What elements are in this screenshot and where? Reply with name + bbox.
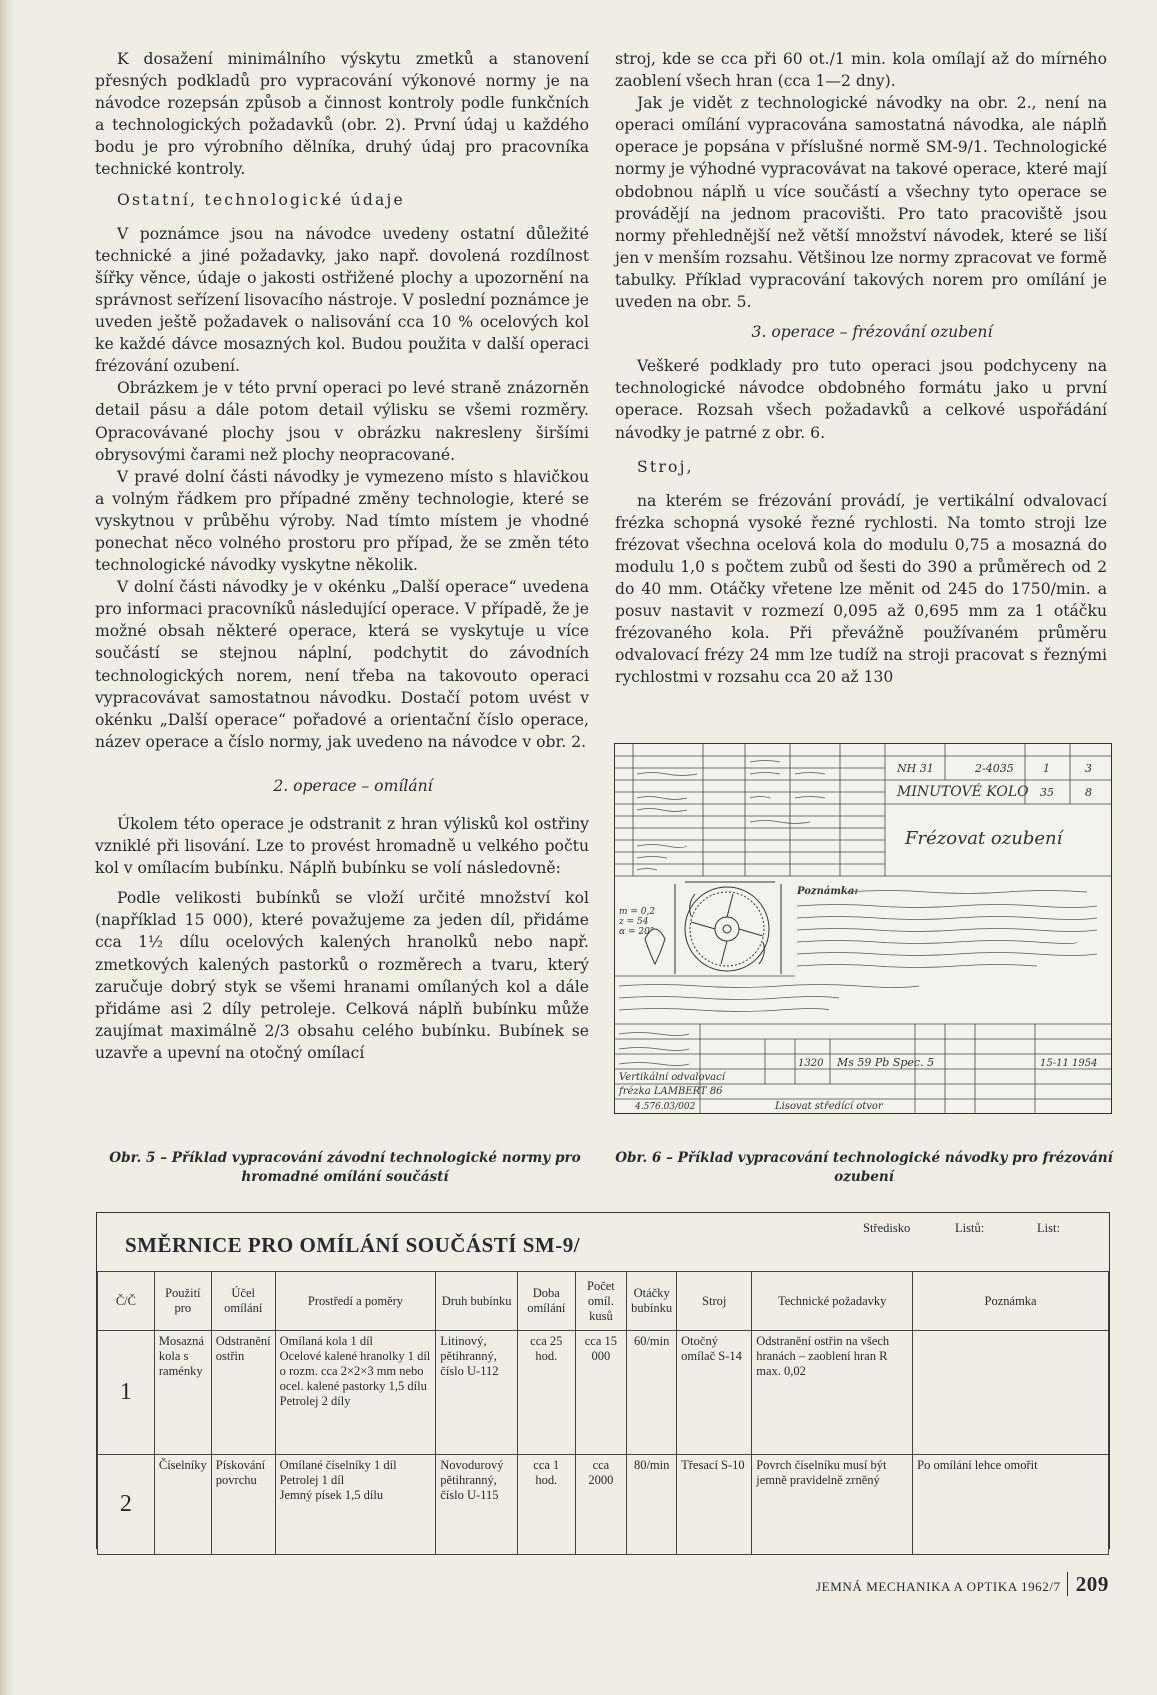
figure-5-norm-table — [96, 1212, 1110, 1549]
page-edge-shadow — [0, 0, 14, 1695]
paragraph: V dolní části návodky je v okénku „Další operace“ uvedena pro informaci pracovníků následující operace. V případě, že je možné obsah některé operace, která se vyskytuje u více součástí se stejnou náplní, podchytit do závodních technologických norem, není třeba na takovouto operaci vypracovávat samostatnou návodku. Dostačí potom uvést v okénku „Další operace“ pořadové a orientační číslo operace, název operace a číslo normy, jak uvedeno na návodce v obr. 2. — [95, 578, 589, 751]
header-otacky: Otáčky bubínku — [627, 1272, 677, 1331]
fig6-teeth: z = 54 — [619, 917, 649, 927]
fig6-code2: 2-4035 — [975, 762, 1014, 775]
meta-stredisko: Středisko — [863, 1221, 911, 1235]
right-column — [615, 48, 1107, 689]
cell-cc: 2 — [98, 1455, 155, 1555]
cell-pozadavky: Povrch číselníku musí být jemně pravidelně zrněný — [752, 1455, 913, 1555]
header-ucel: Účel omílání — [211, 1272, 275, 1331]
fig6-c2: Ms 59 Pb Spec. 5 — [837, 1056, 935, 1069]
cell-doba: cca 25 hod. — [517, 1331, 575, 1455]
section-heading: 2. operace – omílání — [273, 776, 433, 795]
header-stroj: Stroj — [677, 1272, 752, 1331]
cell-pouziti: Mosazná kola s raménky — [154, 1331, 211, 1455]
paragraph: stroj, kde se cca při 60 ot./1 min. kola omílají až do mírného zaoblení všech hran (cca 1—2 dny). — [615, 50, 1107, 91]
fig6-operation: Frézovat ozubení — [905, 828, 1063, 849]
cell-poznamka: Po omílání lehce omořit — [913, 1455, 1109, 1555]
fig6-code1: NH 31 — [897, 762, 934, 775]
paragraph: Podle velikosti bubínků se vloží určité množství kol (například 15 000), které považujeme za jeden díl, přidáme cca 1½ dílu ocelových kalených hranolků nebo např. zmetkových kalených pastorků o rozměrech a tvaru, který zaručuje dobrý styk se všemi hranami omílaných kol a dále přidáme asi 2 díly petroleje. Celková náplň bubínku může zaujímat maximálně 2/3 obsahu celého bubínku. Bubínek se uzavře a upevní na otočný omílací — [95, 889, 589, 1062]
meta-listu: Listů: — [955, 1221, 985, 1235]
table-row — [98, 1455, 1109, 1555]
figure-6-caption: Obr. 6 – Příklad vypracování technologické návodky pro frézování ozubení — [615, 1150, 1113, 1185]
header-prostredi: Prostředí a poměry — [275, 1272, 436, 1331]
header-pozadavky: Technické požadavky — [752, 1272, 913, 1331]
page-number: 209 — [1067, 1572, 1109, 1596]
cell-cc: 1 — [98, 1331, 155, 1455]
paragraph: Obrázkem je v této první operaci po levé straně znázorněn detail pásu a dále potom detail výlisku se všemi rozměry. Opracovávané plochy jsou v obrázku nakresleny širšími obrysovými čarami než plochy neopracované. — [95, 379, 589, 464]
section-heading: Stroj, — [637, 457, 694, 476]
section-heading: 3. operace – frézování ozubení — [751, 323, 993, 342]
fig6-module: m = 0,2 — [619, 907, 656, 917]
fig6-c1: Vertikální odvalovací — [619, 1072, 725, 1083]
header-cc: Č/Č — [98, 1272, 155, 1331]
cell-poznamka — [913, 1331, 1109, 1455]
cell-pouziti: Číselníky — [154, 1455, 211, 1555]
cell-prostredi: Omílaná kola 1 díl Ocelové kalené hranolky 1 díl o rozm. cca 2×2×3 mm nebo ocel. kalené pastorky 1,5 dílu Petrolej 2 díly — [275, 1331, 436, 1455]
header-pouziti: Použití pro — [154, 1272, 211, 1331]
header-poznamka: Poznámka — [913, 1272, 1109, 1331]
page-footer — [816, 1572, 1109, 1597]
paragraph: na kterém se frézování provádí, je vertikální odvalovací frézka schopná vysoké řezné rychlosti. Na tomto stroji lze frézovat všechna ocelová kola do modulu 0,75 a mosazná do modulu 1,0 s počtem zubů od šesti do 390 a průměrech od 2 do 40 mm. Otáčky vřetene lze měnit od 245 do 1750/min. a posuv nastavit v rozmezí 0,095 až 0,695 mm za 1 otáčku frézovaného kola. Při převážně používaném průměru odvalovací frézy 24 mm lze tudíž na stroji pracovat s řeznými rychlostmi v rozsahu cca 20 až 130 — [615, 491, 1107, 687]
paragraph: V poznámce jsou na návodce uvedeny ostatní důležité technické a jiné požadavky, jako např. dovolená rozdílnost šířky věnce, údaje o jakosti ostřižené plochy a upozornění na správnost seřízení lisovacího nástroje. V poslední poznámce je uveden ještě požadavek o nalisování cca 10 % ocelových kol ke každé dávce mosazných kol. Budou použita v další operaci frézování ozubení. — [95, 224, 589, 376]
norm-grid — [97, 1271, 1109, 1555]
cell-pozadavky: Odstranění ostřin na všech hranách – zaoblení hran R max. 0,02 — [752, 1331, 913, 1455]
fig6-n4: 8 — [1085, 786, 1092, 799]
paragraph: V pravé dolní části návodky je vymezeno místo s hlavičkou a volným řádkem pro případné změny technologie, které se vyskytnou v průběhu výroby. Nad tímto místem je vhodné ponechat něco volného prostoru pro případ, že se změn této technologické návodky vyskytne několik. — [95, 467, 589, 575]
cell-stroj: Třesací S-10 — [677, 1455, 752, 1555]
figure-6-process-sheet — [614, 743, 1112, 1114]
paragraph: K dosažení minimálního výskytu zmetků a stanovení přesných podkladů pro vypracování výkonové normy je na návodce rozepsán způsob a činnost kontroly podle funkčních a technologických požadavků (obr. 2). První údaj u každého bodu je pro výrobního dělníka, druhý údaj pro pracovníka technické kontroly. — [95, 50, 589, 179]
header-doba: Doba omílání — [517, 1272, 575, 1331]
cell-pocet: cca 2000 — [575, 1455, 627, 1555]
cell-druh: Litinový, pětihranný, číslo U-112 — [436, 1331, 518, 1455]
cell-ucel: Odstranění ostřin — [211, 1331, 275, 1455]
cell-pocet: cca 15 000 — [575, 1331, 627, 1455]
section-heading: Ostatní, technologické údaje — [117, 190, 405, 209]
fig6-part-name: MINUTOVÉ KOLO — [897, 784, 1029, 800]
cell-druh: Novodurový pětihranný, číslo U-115 — [436, 1455, 518, 1555]
fig6-n1: 1 — [1043, 762, 1050, 775]
fig6-c4: 15-11 1954 — [1040, 1058, 1098, 1069]
fig6-note-title: Poznámka: — [797, 886, 859, 897]
table-title: SMĚRNICE PRO OMÍLÁNÍ SOUČÁSTÍ SM-9/ — [125, 1233, 581, 1257]
table-row — [98, 1331, 1109, 1455]
meta-list: List: — [1037, 1221, 1060, 1235]
fig6-tool: frézka LAMBERT 86 — [619, 1086, 723, 1097]
fig6-norm: 4.576.03/002 — [635, 1102, 696, 1112]
cell-ucel: Pískování povrchu — [211, 1455, 275, 1555]
cell-otacky: 60/min — [627, 1331, 677, 1455]
fig6-c3: 1320 — [798, 1058, 824, 1069]
cell-stroj: Otočný omílač S-14 — [677, 1331, 752, 1455]
fig6-n3: 35 — [1040, 786, 1054, 799]
cell-otacky: 80/min — [627, 1455, 677, 1555]
paragraph: Jak je vidět z technologické návodky na obr. 2., není na operaci omílání vypracována samostatná návodka, ale náplň operace je popsána v příslušné normě SM-9/1. Technologické normy je výhodné vypracovávat na takové operace, které mají obdobnou náplň u více součástí a všechny tyto operace se provádějí na jednom pracovišti. Pro tato pracoviště jsou normy přehlednější než větší množství návodek, které se liší jen v menším rozsahu. Většinou lze normy zpracovat ve formě tabulky. Příklad vypracování takových norem pro omílání je uveden na obr. 5. — [615, 94, 1107, 312]
header-pocet: Počet omíl. kusů — [575, 1272, 627, 1331]
fig6-next-op: Lisovat středící otvor — [775, 1101, 883, 1112]
cell-prostredi: Omílané číselníky 1 díl Petrolej 1 díl Jemný písek 1,5 dílu — [275, 1455, 436, 1555]
figure-5-caption: Obr. 5 – Příklad vypracování závodní technologické normy pro hromadné omílání součástí — [109, 1150, 581, 1185]
fig6-n2: 3 — [1085, 762, 1092, 775]
left-column — [95, 48, 589, 1064]
paragraph: Veškeré podklady pro tuto operaci jsou podchyceny na technologické návodce obdobného formátu jako u první operace. Rozsah všech požadavků a celkové uspořádání návodky je patrné z obr. 6. — [615, 357, 1107, 442]
journal-name: JEMNÁ MECHANIKA A OPTIKA 1962/7 — [816, 1579, 1061, 1594]
fig6-angle: α = 20° — [619, 927, 655, 937]
header-druh: Druh bubínku — [436, 1272, 518, 1331]
paragraph: Úkolem této operace je odstranit z hran výlisků kol ostřiny vzniklé při lisování. Lze to provést hromadně u velkého počtu kol v omílacím bubínku. Náplň bubínku se volí následovně: — [95, 815, 589, 878]
cell-doba: cca 1 hod. — [517, 1455, 575, 1555]
